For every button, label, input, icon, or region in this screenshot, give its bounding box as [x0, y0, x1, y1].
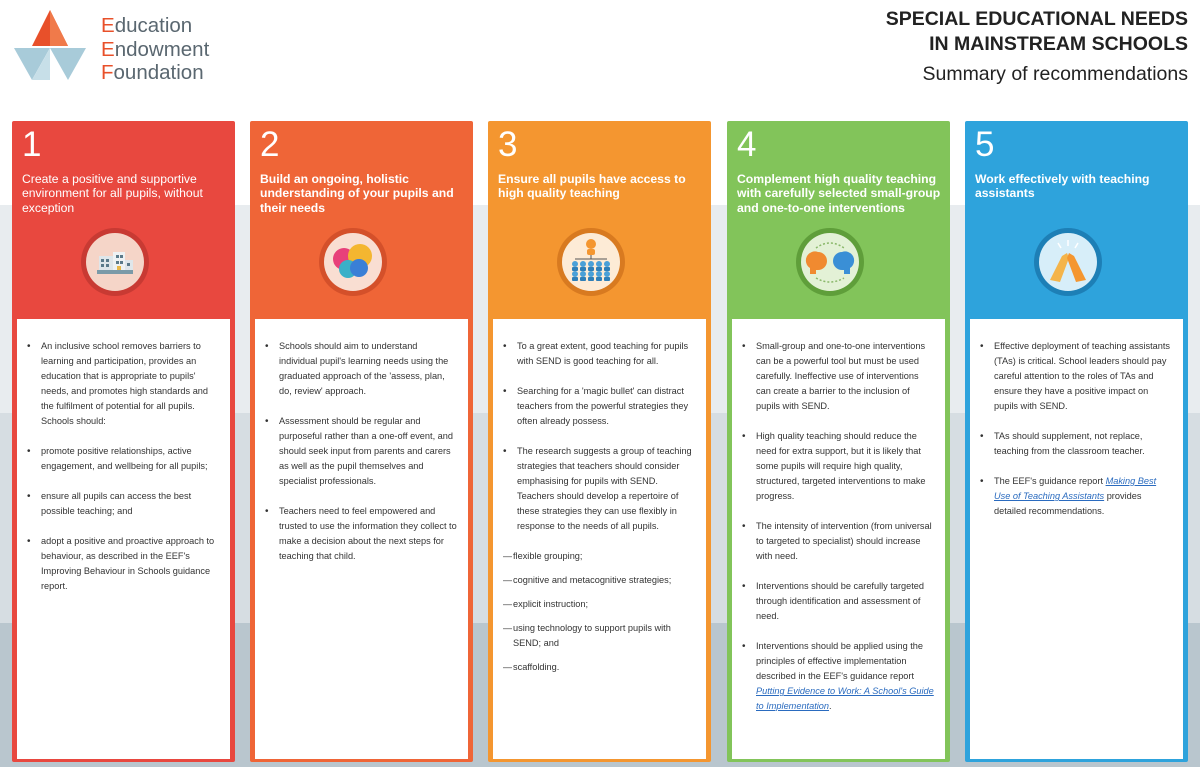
list-item: • Interventions should be carefully targeted through identification and assessment of need.: [742, 579, 935, 624]
list-item: • The research suggests a group of teaching strategies that teachers should consider emphasising for pupils with SEND. Teachers should develop a repertoire of these strategies they can use flexibly in response to the needs of all pupils.: [503, 444, 696, 534]
card-heading: Build an ongoing, holistic understanding of your pupils and their needs: [260, 172, 454, 215]
recommendation-card-3: [488, 121, 711, 762]
list-item: • Interventions should be applied using the principles of effective implementation described in the EEF's guidance report Putting Evidence to Work: A School's Guide to Implementation.: [742, 639, 935, 714]
list-item: • An inclusive school removes barriers to learning and participation, provides an education that is appropriate to pupils' needs, and promotes high standards and the fulfilment of potential for all pupils. Schools should:: [27, 339, 220, 429]
list-item: • adopt a positive and proactive approach to behaviour, as described in the EEF's Improving Behaviour in Schools guidance report.: [27, 534, 220, 594]
list-item: • Effective deployment of teaching assistants (TAs) is critical. School leaders should pay careful attention to the roles of TAs and ensure they have a positive impact on pupils with SEND.: [980, 339, 1173, 414]
recommendation-card-1: [12, 121, 235, 762]
list-item: • promote positive relationships, active engagement, and wellbeing for all pupils;: [27, 444, 220, 474]
card-body: [970, 319, 1183, 759]
card-number: 3: [498, 125, 518, 164]
strategy-item: — explicit instruction;: [503, 597, 696, 612]
strategy-item: — cognitive and metacognitive strategies;: [503, 573, 696, 588]
list-item: • To a great extent, good teaching for pupils with SEND is good teaching for all.: [503, 339, 696, 369]
card-heading: Create a positive and supportive environment for all pupils, without exception: [22, 172, 203, 215]
strategy-item: — flexible grouping;: [503, 549, 696, 564]
page-title: SPECIAL EDUCATIONAL NEEDS IN MAINSTREAM SCHOOLS: [885, 8, 1188, 55]
card-body: [493, 319, 706, 759]
high-five-icon: [1032, 226, 1104, 298]
school-building-icon: [79, 226, 151, 298]
list-item: • Assessment should be regular and purposeful rather than a one-off event, and should seek input from parents and carers as well as the pupil themselves and specialist professionals.: [265, 414, 458, 489]
strategy-item: — using technology to support pupils with SEND; and: [503, 621, 696, 651]
recommendation-card-5: [965, 121, 1188, 762]
eef-logo-icon: [12, 8, 92, 84]
recommendation-card-4: [727, 121, 950, 762]
teaching-assistants-guide-link[interactable]: Making Best Use of Teaching Assistants: [994, 476, 1157, 501]
classroom-teacher-icon: [555, 226, 627, 298]
list-item: • The intensity of intervention (from universal to targeted to specialist) should increase with need.: [742, 519, 935, 564]
list-item: • Schools should aim to understand individual pupil's learning needs using the graduated approach of the 'assess, plan, do, review' approach.: [265, 339, 458, 399]
strategy-item: — scaffolding.: [503, 660, 696, 675]
card-number: 2: [260, 125, 280, 164]
page-subtitle: Summary of recommendations: [922, 63, 1188, 85]
card-body: [17, 319, 230, 759]
card-body: [732, 319, 945, 759]
card-number: 5: [975, 125, 995, 164]
implementation-guide-link[interactable]: Putting Evidence to Work: A School's Guide to Implementation: [756, 686, 934, 711]
card-heading: Ensure all pupils have access to high quality teaching: [498, 172, 686, 201]
list-item: • Teachers need to feel empowered and trusted to use the information they collect to make a decision about the next steps for teaching that child.: [265, 504, 458, 564]
recommendation-card-2: [250, 121, 473, 762]
two-heads-talking-icon: [794, 226, 866, 298]
list-item: • Searching for a 'magic bullet' can distract teachers from the powerful strategies they often already possess.: [503, 384, 696, 429]
overlapping-heads-icon: [317, 226, 389, 298]
list-item: • ensure all pupils can access the best possible teaching; and: [27, 489, 220, 519]
list-item: • Small-group and one-to-one interventions can be a powerful tool but must be used carefully. Ineffective use of interventions can create a barrier to the inclusion of pupils with SEND.: [742, 339, 935, 414]
card-heading: Complement high quality teaching with carefully selected small-group and one-to-one interventions: [737, 172, 941, 215]
list-item: • The EEF's guidance report Making Best Use of Teaching Assistants provides detailed recommendations.: [980, 474, 1173, 519]
card-number: 4: [737, 125, 757, 164]
card-heading: Work effectively with teaching assistants: [975, 172, 1150, 201]
list-item: • TAs should supplement, not replace, teaching from the classroom teacher.: [980, 429, 1173, 459]
logo-wordmark: Education Endowment Foundation: [101, 14, 210, 84]
card-body: [255, 319, 468, 759]
list-item: • High quality teaching should reduce the need for extra support, but it is likely that some pupils will require high quality, structured, targeted interventions to make progress.: [742, 429, 935, 504]
card-number: 1: [22, 125, 42, 164]
